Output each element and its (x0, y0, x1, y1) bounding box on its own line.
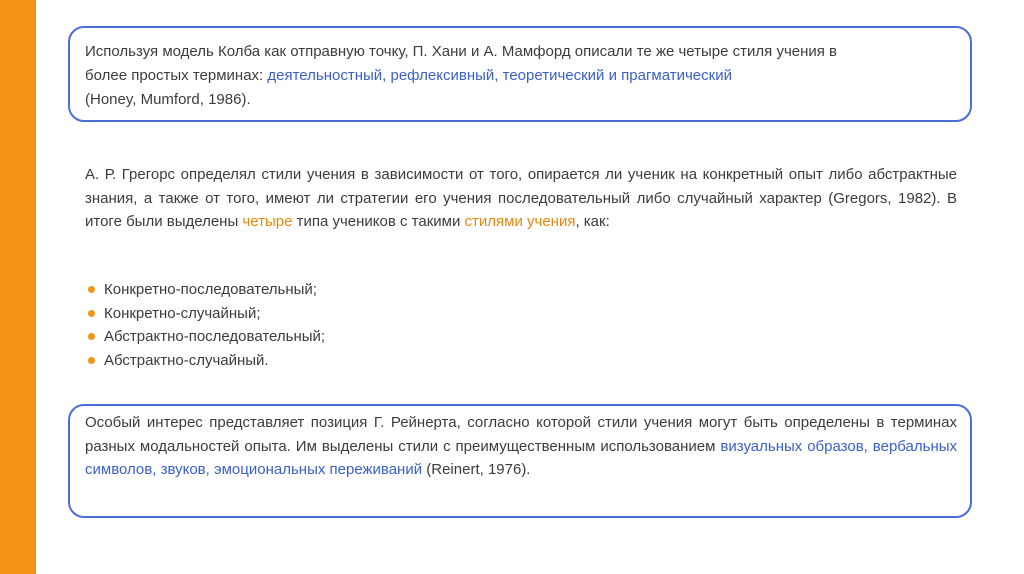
gregorc-highlight-four: четыре (242, 213, 293, 230)
list-item (88, 302, 325, 326)
honey-mumford-citation: (Honey, Mumford, 1986). (85, 91, 251, 108)
gregorc-styles-list (88, 278, 325, 372)
gregorc-text-part3: , как: (575, 213, 610, 230)
bullet-dot-icon (88, 310, 95, 317)
list-item-label: Конкретно-последовательный; (104, 281, 317, 298)
gregorc-highlight-styles: стилями учения (464, 213, 576, 230)
bullet-dot-icon (88, 333, 95, 340)
honey-mumford-line2 (85, 64, 957, 88)
list-item (88, 325, 325, 349)
honey-mumford-line1: Используя модель Колба как отправную точку, П. Хани и А. Мамфорд описали те же четыре стиля учения в (85, 43, 838, 60)
bullet-dot-icon (88, 357, 95, 364)
honey-mumford-paragraph (85, 40, 957, 87)
list-item (88, 278, 325, 302)
bullet-dot-icon (88, 286, 95, 293)
list-item (88, 349, 325, 373)
orange-side-bar (0, 0, 36, 574)
list-item-label: Абстрактно-последовательный; (104, 328, 326, 345)
reinert-text-part1: Особый интерес представляет позиция Г. Рейнерта, согласно которой стили учения могут быть определены в терминах разных модальностей опыта. Им выделены стили с преимущественным использованием (85, 414, 957, 455)
list-item-label: Конкретно-случайный; (104, 304, 261, 322)
gregorc-paragraph (85, 163, 957, 234)
reinert-text-part2: (Reinert, 1976). (422, 461, 531, 478)
gregorc-text-part2: типа учеников с такими (292, 213, 465, 230)
honey-mumford-styles-highlight: деятельностный, рефлексивный, теоретический и прагматический (267, 66, 732, 84)
reinert-paragraph (85, 411, 957, 482)
honey-mumford-line2-start: более простых терминах: (85, 66, 268, 84)
list-item-label: Абстрактно-случайный. (104, 351, 269, 369)
reinert-highlight: визуальных образов, вербальных символов, звуков, эмоциональных переживаний (85, 437, 958, 478)
gregorc-text-part1: А. Р. Грегорс определял стили учения в зависимости от того, опирается ли ученик на конкретный опыт либо абстрактные знания, а также от того, имеют ли стратегии его учения последовательный либо случайный характер (Gregors, 1982). В итоге были выделены (85, 166, 957, 230)
